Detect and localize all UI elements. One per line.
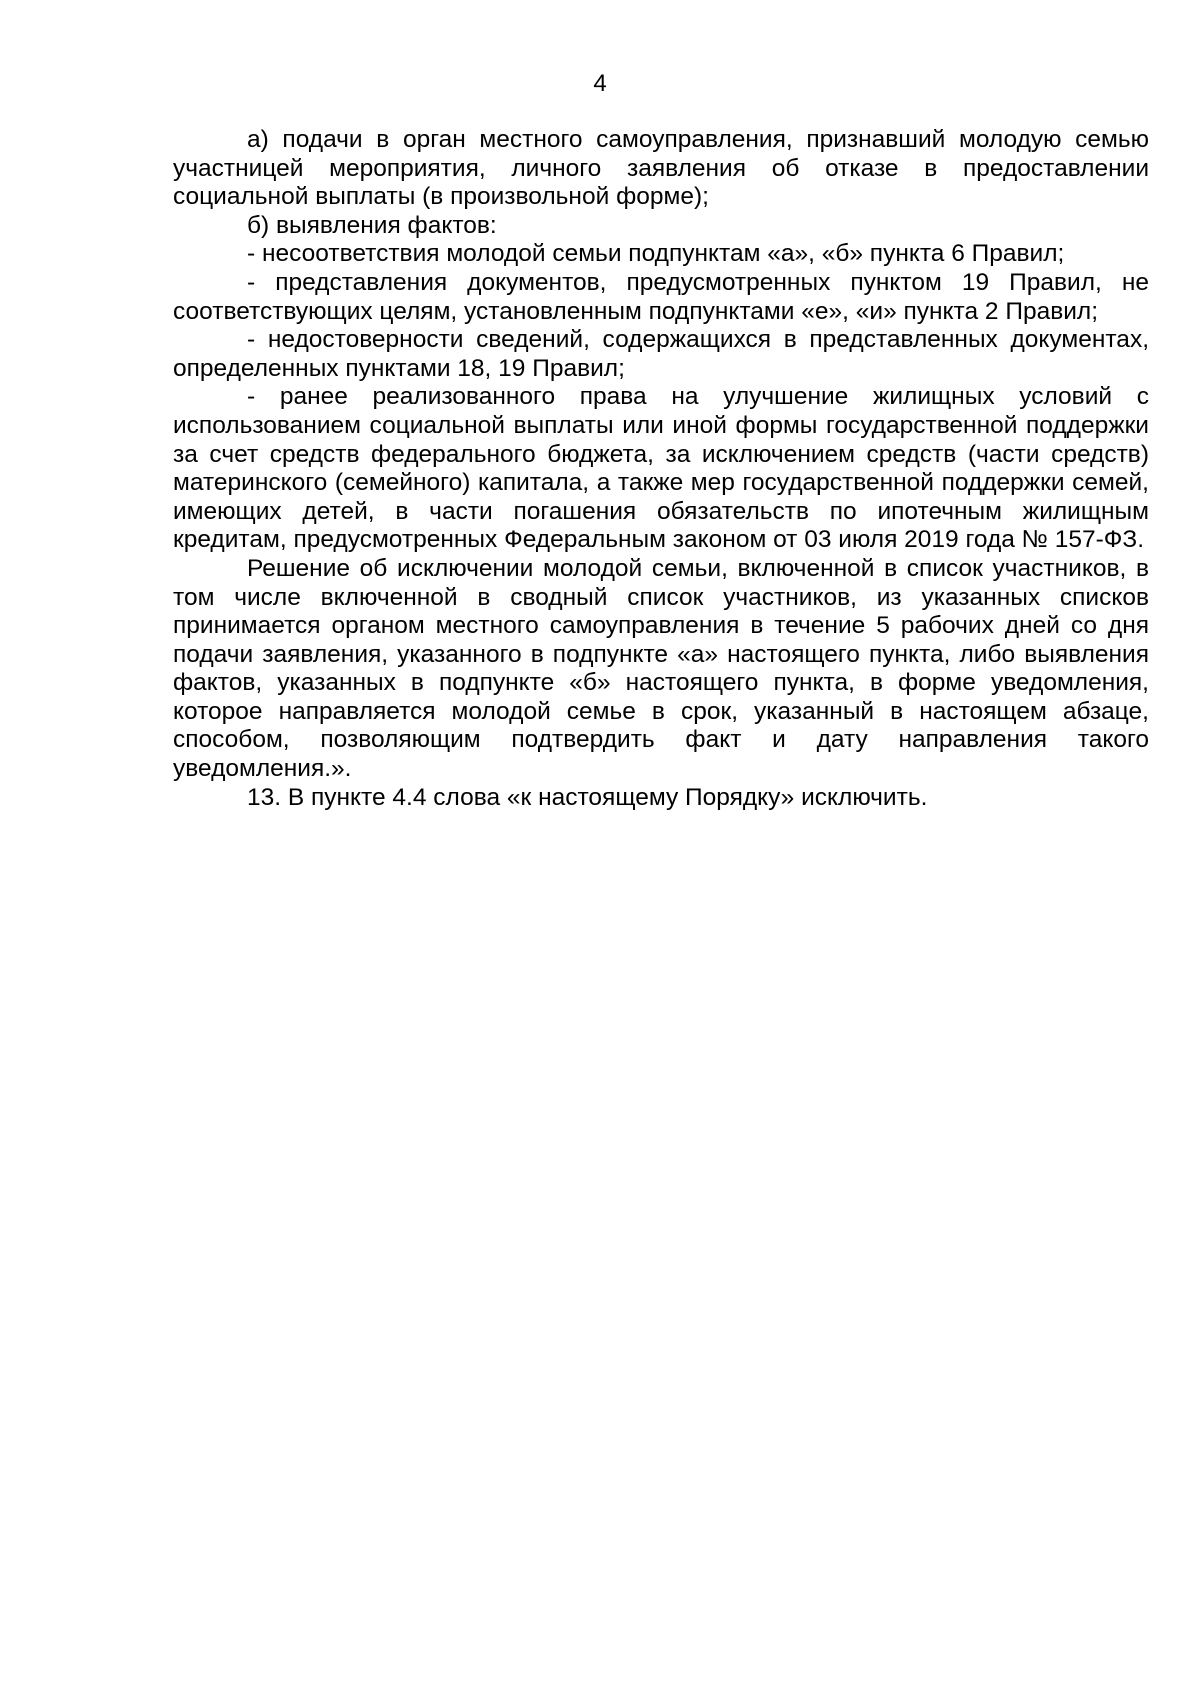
paragraph-unreliable-info: - недостоверности сведений, содержащихся в представленных документах, определенных пунктами 18, 19 Правил;: [173, 326, 1149, 382]
page-number: 4: [593, 70, 607, 97]
paragraph-subpoint-a: а) подачи в орган местного самоуправления, признавший молодую семью участницей мероприятия, личного заявления об отказе в предоставлении социальной выплаты (в произвольной форме);: [173, 126, 1149, 211]
paragraph-documents: - представления документов, предусмотренных пунктом 19 Правил, не соответствующих целям, установленным подпунктами «е», «и» пункта 2 Правил;: [173, 268, 1149, 325]
paragraph-nonconformity: - несоответствия молодой семьи подпунктам «а», «б» пункта 6 Правил;: [247, 240, 1065, 268]
paragraph-subpoint-b: б) выявления фактов:: [247, 211, 497, 239]
paragraph-exclusion-decision: Решение об исключении молодой семьи, включенной в список участников, в том числе включенной в сводный список участников, из указанных списков принимается органом местного самоуправления в течение 5 рабочих дней со дня подачи заявления, указанного в подпункте «а» настоящего пункта, либо выявления фактов, указанных в подпункте «б» настоящего пункта, в форме уведомления, которое направляется молодой семье в срок, указанный в настоящем абзаце, способом, позволяющим подтвердить факт и дату направления такого уведомления.».: [173, 554, 1149, 783]
document-body: [173, 126, 1149, 812]
paragraph-prior-right: - ранее реализованного права на улучшение жилищных условий с использованием социальной выплаты или иной формы государственной поддержки за счет средств федерального бюджета, за исключением средств (части средств) материнского (семейного) капитала, а также мер государственной поддержки семей, имеющих детей, в части погашения обязательств по ипотечным жилищным кредитам, предусмотренных Федеральным законом от 03 июля 2019 года № 157-ФЗ.: [173, 383, 1149, 554]
paragraph-item-13: 13. В пункте 4.4 слова «к настоящему Порядку» исключить.: [247, 783, 928, 811]
